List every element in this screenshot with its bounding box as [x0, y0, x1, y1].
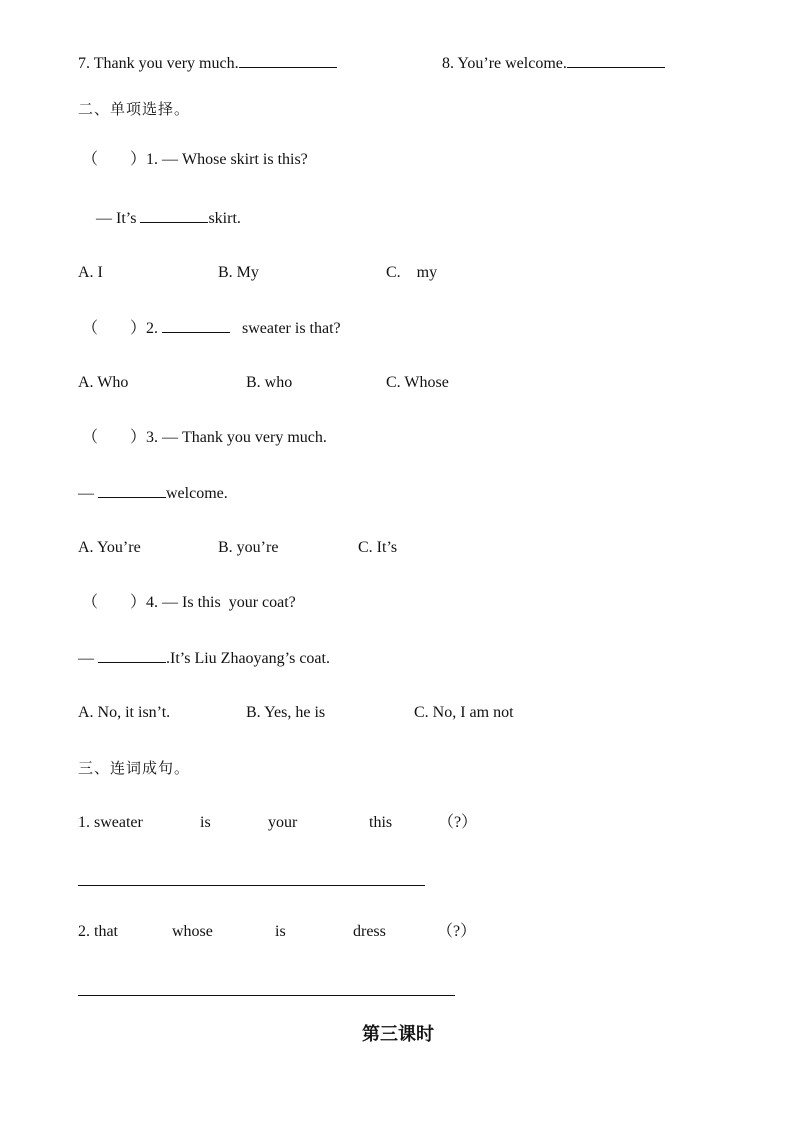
- q3-answer-post: welcome.: [166, 485, 228, 502]
- s2-answer-line[interactable]: [78, 995, 455, 996]
- q2-stem: sweater is that?: [230, 320, 341, 337]
- s1-word-3: your: [268, 814, 298, 831]
- s2-word-1: 2. that: [78, 923, 118, 940]
- q3-stem: 3. — Thank you very much.: [146, 429, 327, 446]
- q3-answer-line: [78, 483, 228, 504]
- s2-word-5: （?）: [437, 923, 477, 940]
- q3-option-b[interactable]: B. you’re: [218, 539, 279, 556]
- q1-stem: 1. — Whose skirt is this?: [146, 151, 308, 168]
- q7-text: 7. Thank you very much.: [78, 55, 239, 72]
- q8-answer-blank[interactable]: [567, 53, 665, 68]
- mc-question-3: [82, 428, 327, 448]
- q1-option-c[interactable]: C. my: [386, 264, 438, 281]
- q1-option-a[interactable]: A. I: [78, 264, 103, 281]
- s1-word-1: 1. sweater: [78, 814, 143, 831]
- s2-word-2: whose: [172, 923, 213, 940]
- q8-text: 8. You’re welcome.: [442, 55, 567, 72]
- answer-paren[interactable]: （ ）: [82, 429, 147, 446]
- section-2-heading: 二、单项选择。: [78, 100, 191, 118]
- q4-answer-pre: —: [78, 650, 98, 667]
- q3-option-a[interactable]: A. You’re: [78, 539, 141, 556]
- q3-option-c[interactable]: C. It’s: [358, 539, 398, 556]
- s2-word-3: is: [275, 923, 286, 940]
- s1-answer-line[interactable]: [78, 885, 425, 886]
- q1-answer-pre: — It’s: [96, 210, 141, 227]
- q2-num: 2.: [146, 320, 163, 337]
- q1-answer-blank[interactable]: [140, 208, 208, 223]
- q1-option-b[interactable]: B. My: [218, 264, 259, 281]
- q7-answer-blank[interactable]: [239, 53, 337, 68]
- s1-word-5: （?）: [438, 814, 478, 831]
- lesson-title: 第三课时: [362, 1024, 434, 1045]
- q1-answer-post: skirt.: [208, 210, 241, 227]
- q3-answer-blank[interactable]: [98, 483, 166, 498]
- mc-question-2: [82, 318, 341, 339]
- q4-option-b[interactable]: B. Yes, he is: [246, 704, 326, 721]
- answer-paren[interactable]: （ ）: [82, 594, 147, 611]
- s2-word-4: dress: [353, 923, 386, 940]
- s1-word-2: is: [200, 814, 211, 831]
- question-8: [442, 53, 665, 74]
- q3-answer-pre: —: [78, 485, 98, 502]
- q2-option-b[interactable]: B. who: [246, 374, 293, 391]
- q4-answer-line: [78, 648, 330, 669]
- mc-question-1: [82, 150, 308, 170]
- q2-option-c[interactable]: C. Whose: [386, 374, 449, 391]
- q4-answer-blank[interactable]: [98, 648, 166, 663]
- s1-word-4: this: [369, 814, 393, 831]
- q2-answer-blank[interactable]: [162, 318, 230, 333]
- q4-stem: 4. — Is this your coat?: [146, 594, 296, 611]
- q4-answer-post: .It’s Liu Zhaoyang’s coat.: [166, 650, 330, 667]
- answer-paren[interactable]: （ ）: [82, 151, 147, 168]
- answer-paren[interactable]: （ ）: [82, 320, 147, 337]
- mc-question-4: [82, 593, 296, 613]
- q2-option-a[interactable]: A. Who: [78, 374, 129, 391]
- section-3-heading: 三、连词成句。: [78, 759, 191, 777]
- question-7: [78, 53, 337, 74]
- q1-answer-line: [96, 208, 241, 229]
- q4-option-a[interactable]: A. No, it isn’t.: [78, 704, 171, 721]
- q4-option-c[interactable]: C. No, I am not: [414, 704, 514, 721]
